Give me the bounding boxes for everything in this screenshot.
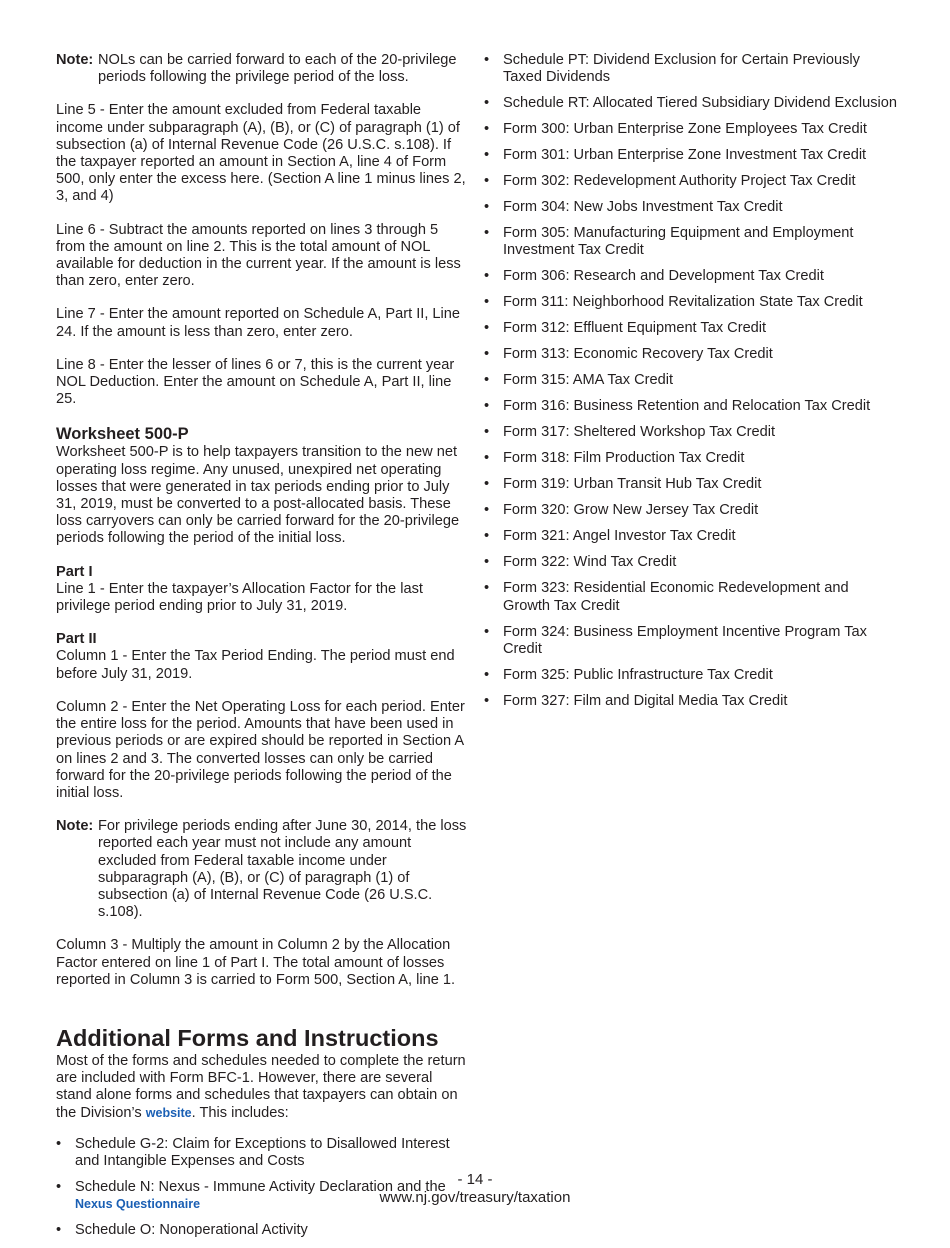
list-item (484, 502, 899, 519)
list-item (484, 398, 899, 415)
list-item (56, 1222, 468, 1239)
bullet-icon: • (484, 692, 490, 709)
list-item (56, 1136, 468, 1170)
list-item-text: Form 321: Angel Investor Tax Credit (503, 528, 736, 545)
list-item (484, 95, 899, 112)
line-6-instruction: Line 6 - Subtract the amounts reported on lines 3 through 5 from the amount on line 2. This is the total amount of NOL available for deduction in the current year. If the amount is less than zero, enter zero. (56, 221, 461, 290)
list-item (484, 320, 899, 337)
list-item (484, 424, 899, 441)
list-item (484, 476, 899, 493)
forms-list (484, 52, 899, 710)
list-item (484, 294, 899, 311)
bullet-icon: • (56, 1222, 62, 1239)
worksheet-description: Worksheet 500-P is to help taxpayers transition to the new net operating loss regime. Any unused, unexpired net operating losses that were generated in tax periods ending prior to July 31, 2019, must be converted to a post-allocated basis. These loss carryovers can only be carried forward for the 20-privilege periods following the period of the initial loss. (56, 444, 460, 547)
list-item-text: Form 320: Grow New Jersey Tax Credit (503, 502, 759, 519)
list-item-text: Form 317: Sheltered Workshop Tax Credit (503, 424, 776, 441)
intro-text: Most of the forms and schedules needed to complete the return are included with Form BFC-1. However, there are several stand alone forms and schedules that taxpayers can obtain on the Division’s (56, 1052, 466, 1121)
right-column (484, 52, 899, 719)
line-8-instruction: Line 8 - Enter the lesser of lines 6 or 7, this is the current year NOL Deduction. Enter the amount on Schedule A, Part II, line 25. (56, 356, 455, 408)
page-footer (0, 1171, 950, 1207)
additional-forms-intro (56, 1053, 468, 1122)
list-item-text: Schedule RT: Allocated Tiered Subsidiary Dividend Exclusion (503, 95, 897, 112)
list-item (484, 693, 899, 710)
page-number: - 14 - (457, 1171, 493, 1188)
bullet-icon: • (484, 450, 490, 467)
list-item-text: Form 324: Business Employment Incentive Program Tax Credit (503, 623, 867, 657)
list-item (484, 268, 899, 285)
note-privilege-periods (56, 818, 468, 921)
part-2-column-3: Column 3 - Multiply the amount in Column 2 by the Allocation Factor entered on line 1 of Part I. The total amount of losses reported in Column 3 is carried to Form 500, Section A, line 1. (56, 937, 456, 988)
list-item (484, 52, 899, 86)
list-item-text: Form 300: Urban Enterprise Zone Employees Tax Credit (503, 121, 867, 138)
list-item-text: Schedule PT: Dividend Exclusion for Certain Previously Taxed Dividends (503, 52, 860, 86)
footer-url: www.nj.gov/treasury/taxation (379, 1189, 571, 1206)
bullet-icon: • (484, 225, 490, 242)
list-item (484, 147, 899, 164)
list-item-text: Form 311: Neighborhood Revitalization State Tax Credit (503, 294, 863, 311)
list-item (484, 554, 899, 571)
list-item-text: Form 312: Effluent Equipment Tax Credit (503, 320, 767, 337)
list-item-text: Form 322: Wind Tax Credit (503, 554, 677, 571)
bullet-icon: • (484, 268, 490, 285)
list-item (484, 173, 899, 190)
line-5-instruction: Line 5 - Enter the amount excluded from Federal taxable income under subparagraph (A), (B), or (C) of paragraph (1) of subsection (a) of Internal Revenue Code (26 U.S.C. s.108). If the taxpayer reported an amount in Section A, line 4 of Form 500, only enter the excess here. (Section A line 1 minus lines 2, 3, and 4) (56, 102, 466, 205)
note-label: Note: (56, 818, 94, 835)
list-item-text: Form 305: Manufacturing Equipment and Employment Investment Tax Credit (503, 225, 854, 259)
bullet-icon: • (484, 502, 490, 519)
list-item-text: Schedule G-2: Claim for Exceptions to Disallowed Interest and Intangible Expenses and Costs (75, 1135, 450, 1169)
list-item-text: Form 306: Research and Development Tax Credit (503, 268, 824, 285)
bullet-icon: • (484, 476, 490, 493)
part-1-heading: Part I (56, 563, 93, 580)
list-item-text: Form 315: AMA Tax Credit (503, 372, 674, 389)
list-item (484, 121, 899, 138)
bullet-icon: • (484, 147, 490, 164)
list-item-text: Form 316: Business Retention and Relocation Tax Credit (503, 398, 871, 415)
list-item (484, 528, 899, 545)
list-item-text: Form 319: Urban Transit Hub Tax Credit (503, 476, 762, 493)
note-nol-carryforward (56, 52, 468, 86)
list-item-text: Form 313: Economic Recovery Tax Credit (503, 346, 773, 363)
bullet-icon: • (484, 554, 490, 571)
note-text: NOLs can be carried forward to each of the 20-privilege periods following the privilege period of the loss. (98, 52, 457, 86)
bullet-icon: • (484, 623, 490, 640)
list-item-text: Form 327: Film and Digital Media Tax Credit (503, 692, 788, 709)
bullet-icon: • (484, 666, 490, 683)
bullet-icon: • (484, 95, 490, 112)
nexus-questionnaire-link[interactable]: Nexus Questionnaire (75, 1197, 201, 1212)
bullet-icon: • (484, 320, 490, 337)
bullet-icon: • (56, 1135, 62, 1152)
list-item-text: Form 302: Redevelopment Authority Project Tax Credit (503, 173, 856, 190)
intro-text-end: . This includes: (191, 1104, 289, 1121)
list-item-text: Form 304: New Jobs Investment Tax Credit (503, 199, 783, 216)
part-2-heading: Part II (56, 631, 97, 648)
website-link[interactable]: website (145, 1105, 192, 1120)
list-item (484, 346, 899, 363)
bullet-icon: • (484, 173, 490, 190)
bullet-icon: • (484, 346, 490, 363)
part-2-column-2: Column 2 - Enter the Net Operating Loss for each period. Enter the entire loss for the period. Amounts that have been used in previous periods or are expired should be reported in Section A on lines 2 and 3. The converted losses can only be carried forward for the 20-privilege periods following the period of the initial loss. (56, 698, 465, 801)
list-item-label: Schedule N: Nexus - Immune Activity Declaration and the (75, 1178, 446, 1195)
bullet-icon: • (484, 424, 490, 441)
part-2-column-1: Column 1 - Enter the Tax Period Ending. The period must end before July 31, 2019. (56, 648, 455, 682)
list-item (484, 667, 899, 684)
list-item-text: Form 301: Urban Enterprise Zone Investment Tax Credit (503, 147, 867, 164)
list-item (484, 450, 899, 467)
bullet-icon: • (484, 372, 490, 389)
note-text: For privilege periods ending after June 30, 2014, the loss reported each year must not include any amount excluded from Federal taxable income under subparagraph (A), (B), or (C) of paragraph (1) of subsection (a) of Internal Revenue Code (26 U.S.C. s.108). (98, 818, 467, 921)
part-1-line-1: Line 1 - Enter the taxpayer’s Allocation Factor for the last privilege period ending prior to July 31, 2019. (56, 580, 423, 615)
list-item (484, 225, 899, 259)
additional-forms-heading: Additional Forms and Instructions (56, 1024, 439, 1051)
list-item-text: Form 325: Public Infrastructure Tax Credit (503, 666, 773, 683)
list-item-text: Schedule O: Nonoperational Activity (75, 1222, 308, 1239)
bullet-icon: • (484, 580, 490, 597)
left-column (56, 52, 468, 1248)
line-7-instruction: Line 7 - Enter the amount reported on Schedule A, Part II, Line 24. If the amount is less than zero, enter zero. (56, 306, 461, 340)
worksheet-heading: Worksheet 500-P (56, 425, 189, 444)
note-label: Note: (56, 52, 94, 68)
list-item-text: Form 318: Film Production Tax Credit (503, 450, 745, 467)
bullet-icon: • (484, 528, 490, 545)
bullet-icon: • (484, 398, 490, 415)
list-item (484, 580, 899, 614)
bullet-icon: • (484, 294, 490, 311)
list-item (484, 372, 899, 389)
list-item-text: Form 323: Residential Economic Redevelopment and Growth Tax Credit (503, 580, 849, 614)
bullet-icon: • (484, 199, 490, 216)
bullet-icon: • (56, 1178, 62, 1195)
list-item (484, 624, 899, 658)
bullet-icon: • (484, 121, 490, 138)
bullet-icon: • (484, 52, 490, 68)
list-item (484, 199, 899, 216)
